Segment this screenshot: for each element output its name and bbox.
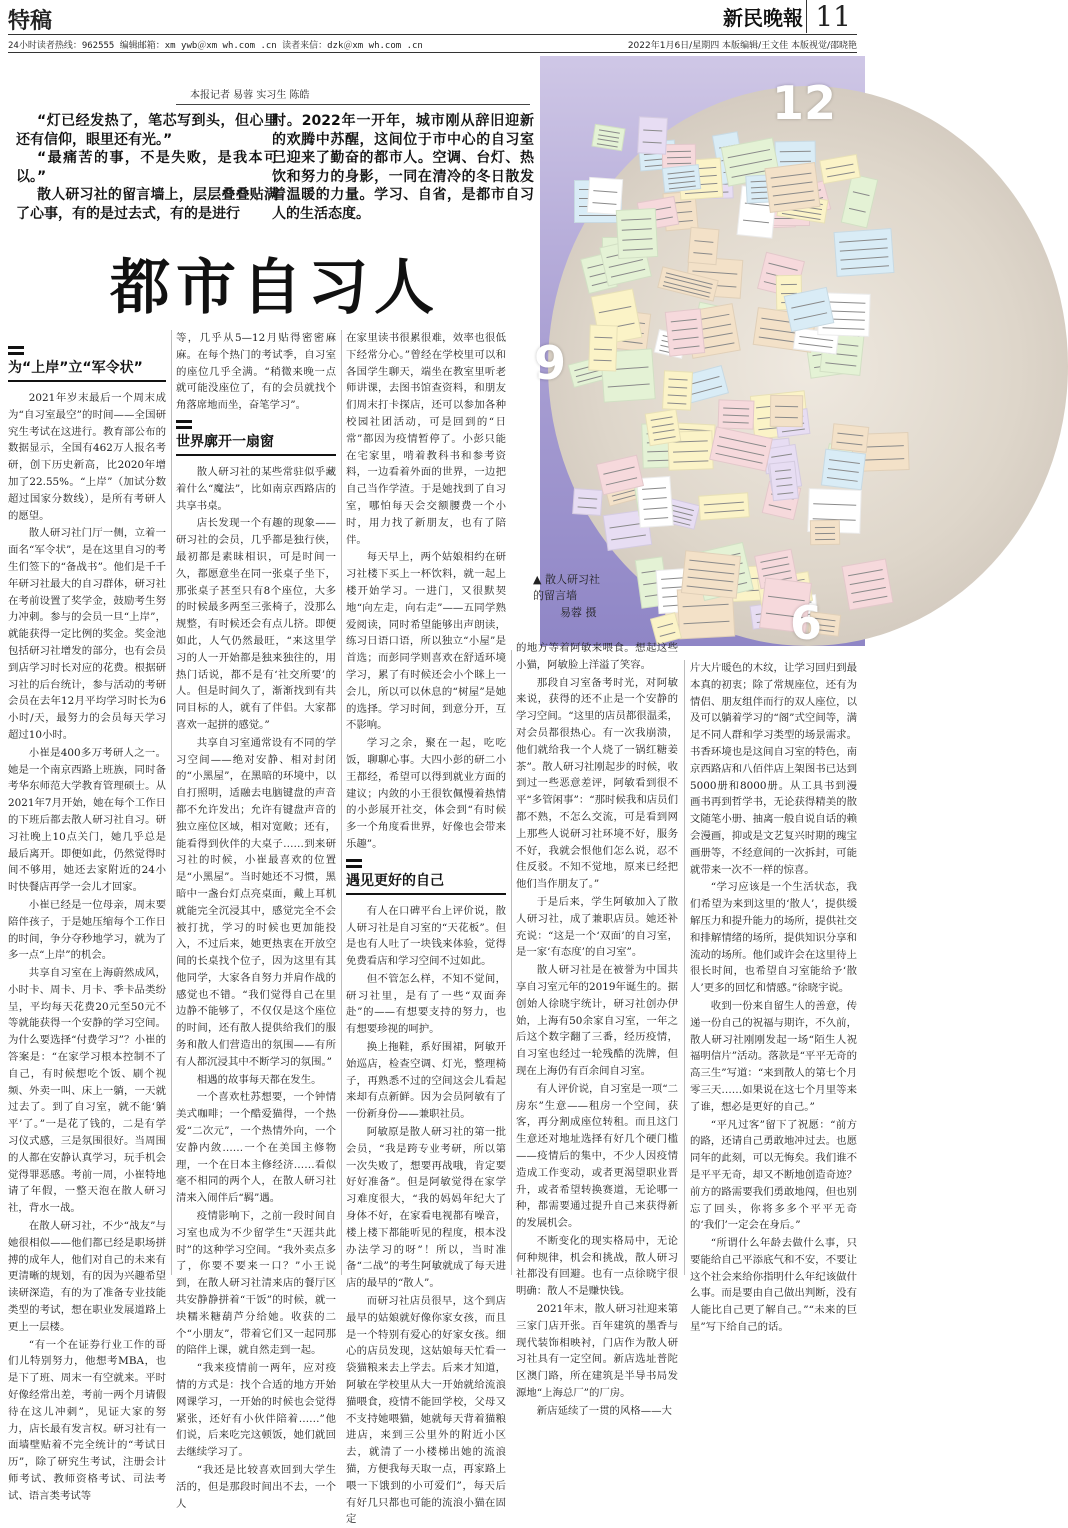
body-paragraph: 在散人研习社，不少“战友”与她很相似——他们都已经是职场拼搏的成年人，他们对自己的未来有更清晰的规划，有的因为兴趣希望读研深造，有的为了准备专业技能类型的考试，想在职业发展道路上更上一层楼。 [8, 1220, 166, 1333]
body-paragraph: “学习应该是一个生活状态，我们希望为来到这里的‘散人’，提供缓解压力和提升能力的场所，提供社交和排解情绪的场所，提供知识分享和流动的场所。他们或许会在这里待上很长时间，也希望自习室能给予‘散人’更多的回忆和情感。”徐晓宇说。 [690, 881, 857, 995]
column-divider [341, 330, 342, 1275]
column-body [346, 903, 506, 1528]
section-marker-icon [346, 859, 362, 868]
column-body [346, 330, 506, 853]
byline-rule [176, 104, 530, 105]
clock-numeral-12: 12 [772, 76, 837, 130]
body-paragraph: 阿敏原是散人研习社的第一批会员，“我是跨专业考研，所以第一次失败了，想要再战哦，肯定要好好准备”。但是阿敏觉得在家学习难度很大，“我的妈妈年纪大了身体不好，在家看电视都有噪音，楼上楼下都能听见的程度，根本没办法学习的呀”！所以，当时准备“二战”的考生阿敏就成了每天进店的最早的“散人”。 [346, 1126, 506, 1290]
body-paragraph: 2021年末，散人研习社迎来第三家门店开张。百年建筑的墨香与现代装饰相映衬，门店作为散人研习社具有一定空间。新店选址普陀区澳门路，所在建筑是半导书局发源地“上海总厂”的厂房。 [516, 1303, 678, 1400]
sticky-note [770, 395, 804, 428]
section-title-3: 遇见更好的自己 [346, 870, 506, 895]
body-paragraph: “有一个在证券行业工作的哥们儿特别努力，他想考MBA，也是下了班、周末一有空就来。平时好像经常出差，考前一两个月请假待在这儿冲刺”，见证大家的努力，店长最有发言权。研习社有一面墙壁贴着不完全统计的“考试日历”，除了研究生考试，注册会计师考试、教师资格考试、司法考试、语言类考试等 [8, 1338, 166, 1502]
lead-paragraph: “灯已经发热了，笔芯写到头，但心里还有信仰，眼里还有光。” [16, 113, 278, 148]
sticky-note [831, 423, 870, 453]
masthead-rule [8, 34, 857, 35]
lead-paragraph: “最痛苦的事，不是失败，是我本可以。” [16, 150, 278, 185]
sticky-note [637, 116, 668, 154]
body-paragraph: “我还是比较喜欢回到大学生活的，但是那段时间出不去，一个人 [176, 1464, 336, 1510]
sticky-note [588, 325, 618, 372]
body-paragraph: 共享自习室通常设有不同的学习空间——绝对安静、相对封闭的“小黑屋”，在黑暗的环境中，以自打照明，适融去电脑键盘的声音都不允许发出；允许有键盘声音的独立座位区域，相对宽敞；还有，能看得到伙伴的大桌子……到来研习社的时候，小崔最喜欢的位置是“小黑屋”。当时她还不习惯，黑暗中一盏台灯点亮桌面，戴上耳机就能完全沉浸其中，感觉完全不会被打扰，学习的时候也更加能投入，不过后来，她更热衷在开放空间的长桌找个位子，因为这里有其他同学，大家各自努力并肩作战的感觉也不错。“我们觉得自己在里边静不能够了，不仅仅是这个座位的时间，还有散人提供给我们的服务和散人们营造出的氛围——有所有人都沉浸其中不断学习的氛围。” [176, 736, 336, 1068]
reader-hotline: 24小时读者热线：962555 编辑邮箱：xm ywb＠xm wh.com .cn 读者来信：dzk＠xm wh.com .cn [8, 41, 423, 51]
body-paragraph: 散人研习社的某些常驻似乎藏着什么“魔法”，比如南京西路店的共享书桌。 [176, 465, 336, 512]
body-paragraph: 店长发现一个有趣的现象——研习社的会员，几乎都是独行侠，最初都是素昧相识，可是时间一久，都愿意坐在同一张桌子坐下，那张桌子甚至只有8个座位，大多的时候最多两至三张椅子，没那么规整，有时候还会有点儿挤。即便如此，人气仍然最旺，“来这里学习的人一开始都是独来独往的，用热门话说，都不是有‘社交所要’的人。但是时间久了，渐渐找到有共同目标的人，就有了伴侣。大家都喜欢一起拼的感觉。” [176, 517, 336, 731]
sticky-note [687, 227, 719, 265]
column-body [176, 464, 336, 1512]
body-paragraph: 等，几乎从5—12月贴得密密麻麻。在每个热门的考试季，自习室的座位几乎全满。“稍微来晚一点就可能没座位了，有的会员就找个角落席地而坐，奋笔学习”。 [176, 332, 336, 412]
section-title-1: 为“上岸”立“军令状” [8, 357, 166, 382]
sticky-note [662, 370, 693, 410]
sticky-note [662, 164, 701, 193]
body-paragraph: 的地方等着阿敏来喂食。想起这些小猫，阿敏脸上洋溢了笑容。 [516, 642, 678, 671]
article-column-3 [346, 330, 506, 1526]
column-body [690, 660, 857, 1336]
column-body [176, 330, 336, 414]
body-paragraph: 相遇的故事每天都在发生。 [196, 1073, 322, 1086]
sticky-note [841, 558, 893, 610]
body-paragraph: 小崔是400多万考研人之一。她是一个南京西路上班族，同时备考华东师范大学教育管理硕士。从2021年7月开始，她在每个工作日的下班后都去散人研习社自习。研习社晚上10点关门，她几乎总是最后离开。即便如此，仍然觉得时间不够用，她还去家附近的24小时快餐店再学一会儿才回家。 [8, 746, 166, 894]
section-marker-icon [176, 420, 192, 429]
body-paragraph: 共享自习室在上海蔚然成风，小时卡、周卡、月卡、季卡品类纷呈，平均每天花费20元至50元不等就能获得一个安静的学习空间。为什么要选择“付费学习”？小崔的答案是：“在家学习根本控制不了自己，有时候想吃个饭、刷个视频、外卖一叫、床上一躺，一天就过去了。到了自习室，就不能‘躺平’了。”一是花了钱的，二是有学习仪式感，三是氛围很好。当周围的人都在安静认真学习，玩手机会觉得罪恶感。考前一周，小崔特地请了年假，一整天泡在散人研习社，背水一战。 [8, 967, 166, 1215]
body-paragraph: 一个喜欢杜苏想要，一个钟情美式咖啡；一个酷爱猫得，一个热爱“二次元”，一个热情外向，一个安静内敛……一个在美国主修物理，一个在日本主修经济……看似毫不相同的两个人，在散人研习社清来入闹伴后“羁”遇。 [176, 1091, 336, 1205]
section-title: 特稿 [8, 9, 53, 34]
photo-credit: 易蓉 摄 [560, 606, 597, 619]
body-paragraph: 散人研习社门厅一侧，立着一面名“军令状”，是在这里自习的考生们签下的“备战书”。他们是千千年研习社最大的自习群体，研习社在考前设置了奖学金，鼓励考生努力冲刺。参与的会员一旦“上岸”，就能获得一定比例的奖金。奖金池包括研习社增发的部分，也有会员到店学习时长对应的花费。根据研习社的后台统计，参与活动的考研会员在去年12月平均学习时长为6小时/天，最努力的会员每天学习超过10小时。 [8, 527, 166, 741]
article-column-5 [690, 660, 857, 1334]
sticky-note [681, 550, 741, 599]
body-paragraph: “平凡过客”留下了祝愿：“前方的路，还请自己勇敢地冲过去。也愿同年的此刻，可以无悔矣。我们谁不是平平无奇，却又不断地创造奇迹？前方的路需要我们勇敢地闯，但也别忘了回头，你将多多个平平无奇的‘我们’一定会在身后。” [690, 1118, 857, 1232]
page-number: 11 [806, 0, 851, 33]
byline: 本报记者 易蓉 实习生 陈皓 [190, 90, 310, 101]
body-paragraph: 有人评价说，自习室是一项“二房东”生意——租房一个空间，获客，再分割成座位转租。而且这门生意还对地址选择有好几个硬门槛——疫情后的集中，不少人因疫情造成工作变动，或者更渴望职业晋升，或者希望转换赛道，无论哪一种，都需要通过提升自己来获得新的发展机会。 [516, 1082, 678, 1230]
issue-date-editors: 2022年1月6日/星期四 本版编辑/王文佳 本版视觉/邵晓艳 [627, 41, 857, 51]
sticky-note [764, 162, 820, 213]
sticky-note [810, 520, 840, 546]
sticky-note [834, 228, 895, 277]
lead-paragraph: 散人研习社的留言墙上，层层叠叠贴满了心事，有的是过去式，有的是进行 [16, 187, 278, 222]
message-wall-photo [534, 56, 865, 650]
newspaper-logo: 新民晚報 [723, 6, 803, 30]
body-paragraph: 而研习社店员很早，这个到店最早的姑娘就好像你家女孩，而且是一个特别有爱心的好家女孩。细心的店员发现，这姑娘每天忙看一袋猫粮来去上学去。后来才知道，阿敏在学校里从大一开始就给流浪猫喂食，疫情不能回学校，父母又不支持她喂猫，她就每天背着猫粮进店，来到三公里外的附近小区去，就清了一小楼梯出她的流浪猫，方便我每天取一点，再家路上喂一下饿到的小可爱们”，每天后有好几只都也可能的流浪小猫在固定 [346, 1295, 506, 1526]
photo-caption [533, 572, 600, 604]
sticky-note [645, 409, 682, 447]
column-divider [511, 650, 512, 1275]
column-body [8, 390, 166, 1505]
body-paragraph: 每天早上，两个姑娘相约在研习社楼下买上一杯饮料，就一起上楼开始学习。一进门，又很默契地“向左走，向右走”——五同学熟爱阅读，同时希望能够出声朗读，练习日语口语，所以独立“小屋”是首选；而彭同学则喜欢在舒适环境学习，累了有时候还会小个眯上一会儿，所以可以休息的“树屋”是她的选择。学习时间，到意分开，互不影响。 [346, 551, 506, 732]
lead-paragraph: 时。2022年一开年，城市刚从辞旧迎新的欢腾中苏醒，这间位于市中心的自习室已迎来了勤奋的都市人。空调、台灯、热饮和努力的身影，一同在清冷的冬日散发着温暖的力量。学习、自省，是都市自习人的生活态度。 [272, 113, 534, 222]
sticky-note [591, 124, 625, 152]
body-paragraph: 不断变化的现实格局中，无论何种规律，机会和挑战，散人研习社都没有回避。也有一点徐晓宇很明确：散人不是赚快钱。 [516, 1234, 678, 1298]
sticky-note [821, 449, 866, 491]
photo-caption-line: ▲ 散人研习社 [533, 573, 600, 586]
section-heading-2 [176, 420, 336, 456]
lead-column-1 [16, 112, 278, 223]
body-paragraph: “我来疫情前一两年，应对疫情的方式是：找个合适的地方开始网课学习，一开始的时候也会觉得紧张，还好有小伙伴陪着……”他们说，后来吃完这顿饭，她们就回去继续学习了。 [176, 1362, 336, 1459]
body-paragraph: 于是后来，学生阿敏加入了散人研习社，成了兼职店员。她还补充说：“这是一个‘双面’的自习室，是一家‘有态度’的自习室”。 [516, 895, 678, 959]
body-paragraph: 2021年岁末最后一个周末成为“自习室最空”的时间——全国研究生考试在这进行。教育部公布的数据显示，全国有462万人报名考研，创下历史新高，比2020年增加了22.55%。“上岸”（加试分数超过国家分数线），是所有考研人的愿望。 [8, 392, 166, 522]
photo-caption-line: 的留言墙 [533, 589, 577, 602]
column-body [516, 640, 678, 1420]
body-paragraph: 在家里读书很累很难，效率也很低下经常分心。”曾经在学校里可以和各国学生聊天，端坐在教室里听老师讲课，去图书馆查资料，和朋友们周末打卡探店，还可以参加各种校园社团活动，可是回到的“日常”都因为疫情暂停了。小彭只能在宅家里，啃着教科书和参考资料，一边看着外面的世界，一边把自己当作学渣。于是她找到了自习室，哪怕每天会交额腰费一个小时，用力找了新朋友，也有了陪伴。 [346, 332, 506, 546]
sticky-note [698, 492, 750, 520]
body-paragraph: 收到一份来自留生人的善意，传递一份自己的祝福与期许，不久前，散人研习社刚刚发起一场“陌生人祝福明信片”活动。落款是“平平无奇的高三生”写道：“来到散人的第七个月零三天……如果说在这七个月里等来了谁，想必是更好的自己。” [690, 999, 857, 1113]
body-paragraph: 换上拖鞋，系好围裙，阿敏开始巡店，检查空调、灯光，整理椅子，再熟悉不过的空间这会儿看起来却有点新鲜。因为会员阿敏有了一份新身份——兼职社员。 [346, 1041, 506, 1121]
body-paragraph: 疫情影响下，之前一段时间自习室也成为不少留学生“天涯共此时”的这种学习空间。“我外卖点多了，你要不要来一口？”小王说到，在散人研习社清来店的餐厅区共安静静拼着“干饭”的时候，就一块糯米糖葫芦分给她。收获的二个“小朋友”，带着它们又一起同那的陪伴上课，就自然走到一起。 [176, 1210, 336, 1357]
body-paragraph: 散人研习社是在被誉为中国共享自习室元年的2019年诞生的。据创始人徐晓宇统计，研习社创办伊始，上海有50余家自习室，一年之后这个数字翻了三番，经历疫情，自习室也经过一轮残酷的洗牌，但现在上海仍有百余间自习室。 [516, 964, 678, 1077]
clock-numeral-9: 9 [534, 336, 567, 390]
article-column-4 [516, 640, 678, 1417]
article-column-1 [8, 340, 166, 1502]
sticky-note [769, 461, 799, 502]
body-paragraph: 新店延续了一贯的风格——大 [536, 1404, 672, 1417]
sticky-note [572, 488, 603, 516]
column-divider [684, 660, 685, 1275]
sticky-note [665, 308, 706, 357]
column-divider [171, 330, 172, 1275]
section-heading-3 [346, 859, 506, 895]
sticky-note [718, 399, 755, 429]
body-paragraph: “所谓什么年龄去做什么事，只要能给自己平添底气和不安，不要让这个社会来给你指明什么年纪该做什么事。而是要由自己做出判断，没有人能比自己更了解自己。”“未来的巨星”写下给自己的话。 [690, 1237, 857, 1334]
body-paragraph: 学习之余，聚在一起，吃吃饭，聊聊心事。大四小彭的研二小王都经，希望可以得到就业方面的建议；内敛的小王很钦佩慢着热情的小彭展开社交，体会到“有时候多一个角度看世界，好像也会带来乐趣”。 [346, 737, 506, 850]
section-title-2: 世界廓开一扇窗 [176, 431, 336, 456]
sticky-note [616, 208, 659, 259]
section-heading-1 [8, 346, 166, 382]
body-paragraph: 小崔已经是一位母亲，周末要陪伴孩子，于是她压缩每个工作日的时间，争分夺秒地学习，就为了多一点“上岸”的机会。 [8, 898, 166, 962]
clock-numeral-6: 6 [790, 596, 823, 650]
body-paragraph: 但不管怎么样，不知不觉间，研习社里，是有了一些“双面奔赴”的——有想要支持的努力，也有想要珍视的呵护。 [346, 972, 506, 1036]
masthead-rule-bottom [8, 52, 857, 53]
headline: 都市自习人 [110, 253, 440, 323]
section-marker-icon [8, 346, 24, 355]
article-column-2 [176, 330, 336, 1510]
body-paragraph: 那段自习室备考时光，对阿敏来说，获得的还不止是一个安静的学习空间。“这里的店员都很温柔，对会员都很热心。有一次我崩溃，他们就给我一个人烧了一锅红糖姜茶”。散人研习社刚起步的时候，收到过一些恶意差评，阿敏看到很不平“多管闲事”：“那时候我和店员们都不熟，不怎么交流，可是看到网上那些人说研习社环境不好，服务不好，我就会恨他们怎么说，忍不住反驳。不知不觉地，原来已经把他们当作朋友了。” [516, 676, 678, 891]
lead-column-2 [272, 112, 534, 223]
body-paragraph: 有人在口碑平台上评价说，散人研习社是自习室的“天花板”。但是也有人吐了一块钱来体验，觉得免费看店和学习空间不过如此。 [346, 904, 506, 968]
body-paragraph: 片大片暖色的木纹，让学习回归到最本真的初衷；除了常规座位，还有为情侣、朋友组伴而行的双人座位，以及可以躺着学习的“阁”式空间等，满足不同人群和学习类型的场景需求。书香环境也是这间自习室的特色，南京西路店和八佰伴店上架图书已达到5000册和8000册。从工具书到漫画书再到哲学书，无论获得精美的散文随笔小册、抽离一般自说自话的赖会漫画，抑或是文艺复兴时期的瑰宝画册等，不经意间的一次拆封，可能就带来一次不一样的惊喜。 [690, 662, 857, 876]
